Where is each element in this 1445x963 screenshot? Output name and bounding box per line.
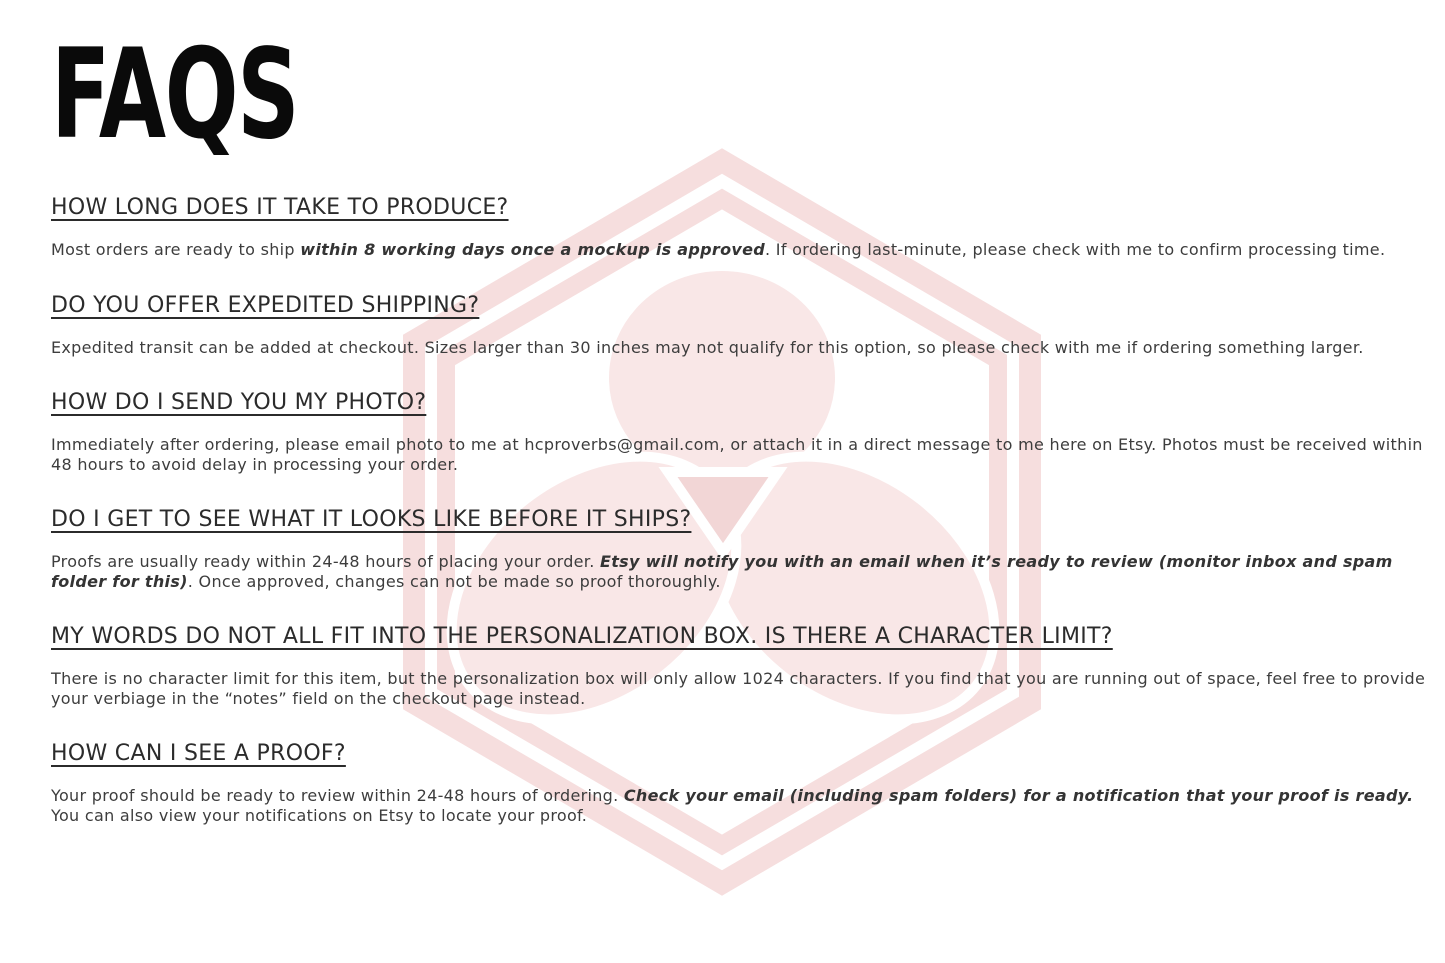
answer-text: Your proof should be ready to review within 24-48 hours of ordering. xyxy=(51,786,624,805)
faq-answer-paragraph xyxy=(51,669,1426,708)
answer-emphasis-text: Etsy will notify you with an email when it’s ready to review (monitor inbox and spam xyxy=(599,552,1393,571)
faq-answer-paragraph xyxy=(51,240,1397,260)
answer-text: your verbiage in the “notes” field on the checkout page instead. xyxy=(51,688,586,708)
faq-question-heading: DO I GET TO SEE WHAT IT LOOKS LIKE BEFORE IT SHIPS? xyxy=(51,507,692,532)
faq-question-heading: DO YOU OFFER EXPEDITED SHIPPING? xyxy=(51,292,480,318)
faq-section-list xyxy=(51,193,1426,825)
faq-question-heading: HOW CAN I SEE A PROOF? xyxy=(51,741,346,766)
faq-section xyxy=(51,291,1397,358)
faq-answer-paragraph xyxy=(51,338,1397,358)
faq-answer-paragraph xyxy=(51,435,1423,474)
faq-answer-paragraph xyxy=(51,552,1397,591)
faq-section xyxy=(51,388,1423,474)
faq-question-heading: HOW LONG DOES IT TAKE TO PRODUCE? xyxy=(51,195,509,220)
faq-question-heading: HOW DO I SEND YOU MY PHOTO? xyxy=(51,390,427,415)
answer-text: . Once approved, changes can not be made so proof thoroughly. xyxy=(187,571,721,591)
answer-text: 48 hours to avoid delay in processing your order. xyxy=(51,454,459,474)
answer-text: Immediately after ordering, please email photo to me at hcproverbs@gmail.com, or attach it in a direct message to me here on Etsy. Photos must be received within xyxy=(51,435,1423,454)
answer-emphasis-text: Check your email (including spam folders) for a notification that your proof is ready. xyxy=(623,786,1414,805)
faq-section xyxy=(51,505,1397,591)
page-title: FAQS xyxy=(51,23,299,167)
faq-answer-paragraph xyxy=(51,786,1414,825)
answer-text: Proofs are usually ready within 24-48 hours of placing your order. xyxy=(51,552,600,571)
answer-text: There is no character limit for this item, but the personalization box will only allow 1024 characters. If you find that you are running out of space, feel free to provide xyxy=(51,669,1426,688)
faq-section xyxy=(51,622,1426,708)
faq-document xyxy=(51,23,1426,856)
answer-text: Most orders are ready to ship xyxy=(51,240,301,259)
answer-text: You can also view your notifications on Etsy to locate your proof. xyxy=(51,805,588,825)
answer-emphasis-text: folder for this) xyxy=(51,571,188,591)
faq-section xyxy=(51,193,1397,260)
answer-emphasis-text: within 8 working days once a mockup is approved xyxy=(300,240,766,259)
answer-text: . If ordering last-minute, please check with me to confirm processing time. xyxy=(765,240,1386,259)
faq-section xyxy=(51,739,1414,825)
answer-text: Expedited transit can be added at checkout. Sizes larger than 30 inches may not qualify for this option, so please check with me if ordering something larger. xyxy=(51,337,1364,357)
faq-question-heading: MY WORDS DO NOT ALL FIT INTO THE PERSONALIZATION BOX. IS THERE A CHARACTER LIMIT? xyxy=(51,624,1113,649)
